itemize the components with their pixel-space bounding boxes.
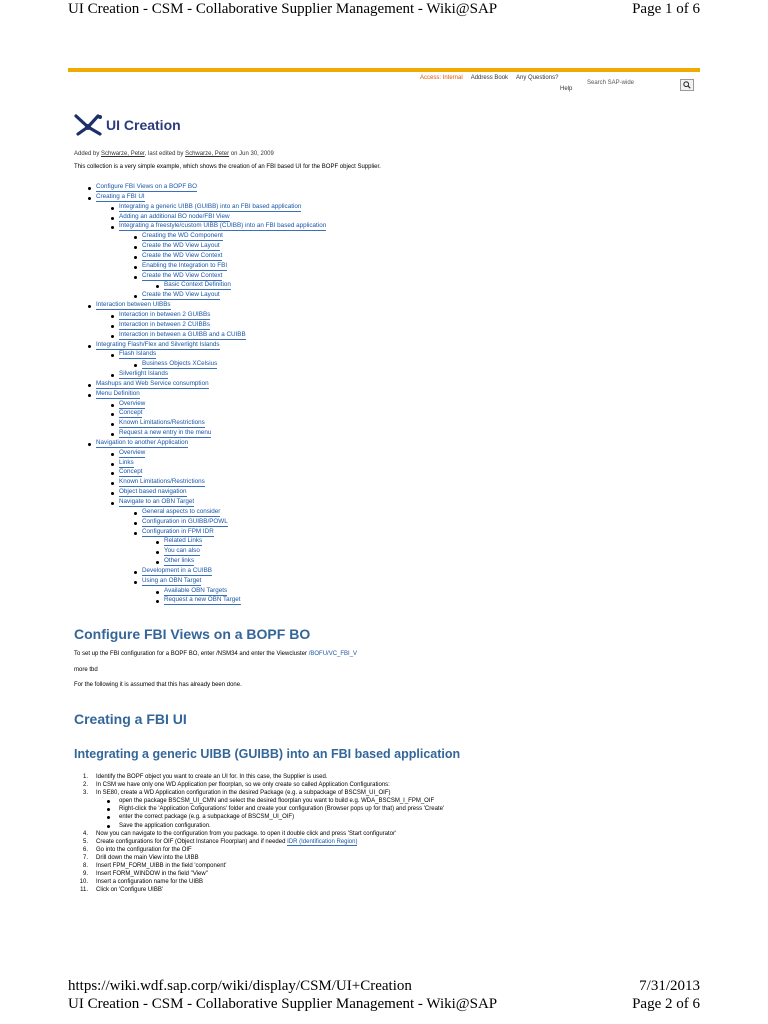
bullet-icon [134,236,137,239]
step-text [96,846,192,854]
bullet-icon [156,561,159,564]
toc-link[interactable]: Creating the WD Component [142,232,223,240]
toc-link[interactable]: Mashups and Web Service consumption [96,379,209,387]
toc-link[interactable]: Navigate to an OBN Target [119,498,195,505]
bullet-icon [88,197,91,200]
bullet-icon [111,325,114,328]
step-text [119,813,294,821]
bullet-icon [134,295,137,298]
step-text-content: enter the correct package (e.g. a subpackage of BSCSM_UI_OIF) [119,814,295,821]
bullet-icon [111,492,114,495]
toc-link[interactable]: Menu Definition [96,389,140,397]
step-text-content: Go into the configuration for the OIF [96,846,192,853]
toc-link[interactable]: Concept [119,468,143,476]
toc-link[interactable]: Available OBN Targets [164,586,228,594]
step-text-content: Create configurations for OIF (Object Instance Floorplan) and if needed [96,838,286,845]
step-number: 1. [82,774,88,780]
author-link[interactable]: Schwarze, Peter [101,151,145,157]
bullet-icon [107,825,110,828]
toc-link[interactable]: Integrating a generic UIBB (GUIBB) into an FBI based application [119,202,302,210]
step-text-content: In CSM we have only one WD Application per floorplan, so we only create so called Application Configurations: [96,782,390,789]
print-footer-page: Page 2 of 6 [632,996,700,1012]
bullet-icon [111,502,114,505]
accent-bar [68,68,700,72]
bullet-icon [111,207,114,210]
bullet-icon [111,463,114,466]
search-button[interactable] [680,79,694,91]
section-heading-creating: Creating a FBI UI [74,711,187,727]
toc-link[interactable]: Interaction in between 2 GUIBBs [119,310,211,318]
toc-link[interactable]: Creating a FBI UI [96,192,145,200]
step-text-content: Insert FPM_FORM_UIBB in the field 'component' [96,863,227,870]
toc-link[interactable]: Create the WD View Layout [142,242,220,250]
meta-added-label: Added by [74,151,100,157]
step-number: 8. [82,863,88,870]
bullet-icon [156,285,159,288]
bullet-icon [88,384,91,387]
toc-link[interactable]: Navigation to another Application [96,438,189,446]
bullet-icon [111,482,114,485]
bullet-icon [156,551,159,554]
toc-link[interactable]: Links [119,458,134,466]
step-text-content: Click on 'Configure UIBB' [96,887,163,894]
step-text-content: Identify the BOPF object you want to create an UI for. In this case, the Supplier is used. [96,774,328,780]
bullet-icon [107,808,110,811]
bullet-icon [134,532,137,535]
print-footer [68,977,700,1013]
step-number: 4. [82,830,88,837]
step-text-content: In SE80, create a WD Application configuration in the desired Package (e.g. a subpackage of BSCSM_UI_OIF) [96,790,391,797]
bullet-icon [111,226,114,229]
toc-link[interactable]: Other links [164,557,195,565]
idr-link[interactable]: IDR (Identification Region) [287,838,358,845]
print-footer-date: 7/31/2013 [639,978,700,994]
meta-date: on Jun 30, 2009 [230,151,274,157]
step-text [119,797,434,805]
step-text [96,781,390,789]
step-text-content: Right-click the 'Application Cofigurations' folder and create your configuration (Browser pops up for that) and press 'Create' [119,806,445,813]
bullet-icon [156,591,159,594]
step-number: 5. [82,838,88,845]
step-text [119,822,211,830]
access-label: Access: Internal [420,75,463,81]
toc-link[interactable]: Integrating a freestyle/custom UIBB (CUIBB) into an FBI based application [119,222,327,230]
step-text-content: Drill down the main View into the UIBB [96,854,199,861]
search-icon [683,81,691,89]
step-number: 3. [82,790,88,797]
bullet-icon [134,246,137,249]
page-title: UI Creation [106,117,181,133]
bullet-icon [134,581,137,584]
print-footer-title: UI Creation - CSM - Collaborative Supplier Management - Wiki@SAP [68,996,498,1012]
step-text [119,805,444,813]
toc-link[interactable]: Basic Context Definition [164,281,231,289]
bullet-icon [156,600,159,603]
step-text [96,862,226,870]
toc-link[interactable]: General aspects to consider [142,507,221,515]
bullet-icon [134,364,137,367]
section1-assumption: For the following it is assumed that this has already been done. [74,682,242,688]
step-text-content: Save the application configuration. [119,822,211,829]
bullet-icon [111,335,114,338]
meta-edited-label: , last edited by [144,151,184,157]
subsection-heading-guibb: Integrating a generic UIBB (GUIBB) into an FBI based application [74,747,461,761]
toc-link[interactable]: Enabling the Integration to FBI [142,261,228,269]
toc-link[interactable]: Adding an additional BO node/FBI View [119,212,230,220]
bullet-icon [88,394,91,397]
bullet-icon [88,187,91,190]
page-header [74,113,181,137]
bullet-icon [107,800,110,803]
bullet-icon [134,266,137,269]
toc-link[interactable]: Interaction in between a GUIBB and a CUIBB [119,330,246,338]
toc-link[interactable]: Known Limitations/Restrictions [119,419,205,427]
editor-link[interactable]: Schwarze, Peter [185,151,230,157]
toc-link[interactable]: Create the WD View Context [142,251,223,259]
bullet-icon [111,472,114,475]
toc-link[interactable]: Business Objects XCelsius [142,360,218,368]
bullet-icon [88,443,91,446]
bullet-icon [111,404,114,407]
toc-link[interactable]: Request a new OBN Target [164,596,241,604]
bullet-icon [134,571,137,574]
toc-link[interactable]: Create the WD View Layout [142,291,220,299]
step-text [96,830,396,838]
step-text-content: Insert FORM_WINDOW in the field "View" [96,871,208,878]
bullet-icon [111,433,114,436]
bullet-icon [156,541,159,544]
bullet-icon [134,256,137,259]
toc-link[interactable]: Object based navigation [119,488,187,496]
toc-link[interactable]: Integrating Flash/Flex and Silverlight Islands [96,340,220,348]
bullet-icon [111,374,114,377]
bullet-icon [88,345,91,348]
questions-link[interactable]: Any Questions? [516,75,559,81]
bullet-icon [134,276,137,279]
wiki-logo-icon [74,113,104,137]
toc-link[interactable]: Silverlight Islands [119,370,168,378]
section1-more: more tbd [74,667,98,673]
help-link[interactable]: Help [560,86,573,92]
bullet-icon [111,453,114,456]
section1-paragraph [74,651,357,657]
section-heading-configure: Configure FBI Views on a BOPF BO [74,626,311,642]
print-footer-url: https://wiki.wdf.sap.corp/wiki/display/CSM/UI+Creation [68,978,412,994]
toc-link[interactable]: Interaction in between 2 CUIBBs [119,320,211,328]
step-number: 2. [82,782,88,789]
toc-link[interactable]: Overview [119,448,146,456]
toc-link[interactable]: Configuration in GUIBB/POWL [142,517,228,525]
toc-link[interactable]: Configure FBI Views on a BOPF BO [96,183,198,190]
toc-link[interactable]: Related Links [164,537,203,545]
step-text-content: open the package BSCSM_UI_CMN and select the desired floorplan you want to build e.g. WDA_BSCSM_I_FPM_OIF [119,798,435,805]
step-text [96,878,203,886]
step-text [96,854,199,862]
page-meta [74,151,274,157]
bullet-icon [88,305,91,308]
step-number: 7. [82,854,88,861]
toc-link[interactable]: Flash Islands [119,350,157,358]
intro-text: This collection is a very simple example, which shows the creation of an FBI based UI for the BOPF object Supplier. [74,164,381,170]
print-header [68,1,700,18]
bullet-icon [134,522,137,525]
bullet-icon [111,413,114,416]
toc-link[interactable]: Development in a CUIBB [142,566,212,574]
step-text [96,789,391,797]
bullet-icon [111,315,114,318]
step-text-content: Insert a configuration name for the UIBB [96,879,204,886]
print-header-page: Page 1 of 6 [632,1,700,17]
toc-link[interactable]: Known Limitations/Restrictions [119,478,205,486]
viewcluster-link[interactable]: /BOFU/VC_FBI_V [308,651,358,657]
toc-link[interactable]: You can also [164,547,200,555]
toc-link[interactable]: Overview [119,399,146,407]
toc-link[interactable]: Configuration in FPM IDR [142,527,214,535]
step-text [96,886,163,894]
step-text [96,838,357,846]
print-header-title: UI Creation - CSM - Collaborative Supplier Management - Wiki@SAP [68,1,498,17]
bullet-icon [111,354,114,357]
step-text-content: Now you can navigate to the configuration from you package. to open it double click and press 'Start configurator' [96,830,397,837]
step-number: 9. [82,871,88,878]
step-text [96,773,327,781]
search-input[interactable]: Search SAP-wide [587,80,635,86]
step-number: 10. [79,879,88,886]
bullet-icon [111,423,114,426]
toc-link[interactable]: Interaction between UIBBs [96,301,171,309]
top-links [420,75,558,81]
address-book-link[interactable]: Address Book [470,75,509,81]
toc-link[interactable]: Using an OBN Target [142,576,202,584]
step-number: 11. [80,887,88,894]
toc-link[interactable]: Create the WD View Context [142,271,223,279]
step-number: 6. [82,846,88,853]
bullet-icon [111,217,114,220]
step-text [96,870,208,878]
toc-link[interactable]: Concept [119,409,143,417]
section1-text: To set up the FBI configuration for a BOPF BO, enter /NSM34 and enter the Viewcluster [74,651,308,657]
bullet-icon [107,816,110,819]
toc-link[interactable]: Request a new entry in the menu [119,429,212,437]
bullet-icon [134,512,137,515]
